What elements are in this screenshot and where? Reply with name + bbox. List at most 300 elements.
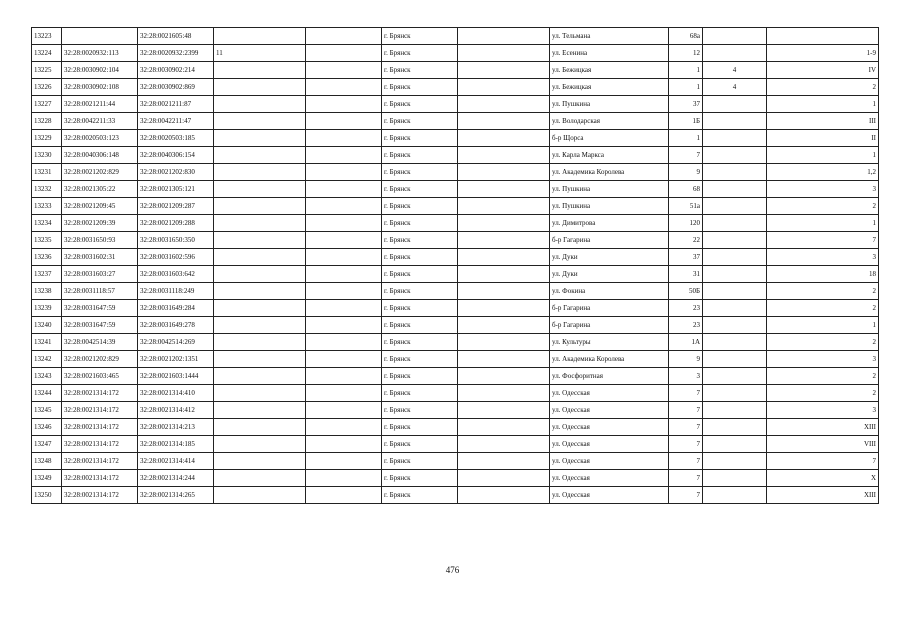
cell-object-cadastral-number: 32:28:0021305:121 [138, 181, 214, 198]
cell-empty [306, 385, 382, 402]
cell-id: 13228 [32, 113, 62, 130]
cell-id: 13239 [32, 300, 62, 317]
cell-cadastral-number: 32:28:0030902:108 [62, 79, 138, 96]
cell-number [214, 351, 306, 368]
cell-object-cadastral-number: 32:28:0021314:185 [138, 436, 214, 453]
cell-cadastral-number: 32:28:0020932:113 [62, 45, 138, 62]
cell-empty [458, 402, 550, 419]
cell-id: 13223 [32, 28, 62, 45]
cell-number [214, 368, 306, 385]
table-row [32, 62, 879, 79]
cell-object-cadastral-number: 32:28:0021314:412 [138, 402, 214, 419]
cell-city: г. Брянск [382, 198, 458, 215]
table-row [32, 334, 879, 351]
cell-empty [458, 79, 550, 96]
cell-id: 13230 [32, 147, 62, 164]
cell-street: ул. Карла Маркса [550, 147, 669, 164]
cell-cadastral-number: 32:28:0020503:123 [62, 130, 138, 147]
table-row [32, 181, 879, 198]
table-row [32, 470, 879, 487]
cell-id: 13244 [32, 385, 62, 402]
table-row [32, 215, 879, 232]
cell-number [214, 28, 306, 45]
cell-building [703, 300, 767, 317]
cell-empty [306, 198, 382, 215]
cell-building [703, 368, 767, 385]
cell-empty [458, 96, 550, 113]
cell-street: ул. Одесская [550, 470, 669, 487]
cell-cadastral-number: 32:28:0021603:465 [62, 368, 138, 385]
cell-house: 7 [669, 487, 703, 504]
cell-house: 9 [669, 351, 703, 368]
cell-object-cadastral-number: 32:28:0040306:154 [138, 147, 214, 164]
cell-building [703, 351, 767, 368]
cell-street: б-р Гагарина [550, 317, 669, 334]
cell-building [703, 181, 767, 198]
cell-building [703, 45, 767, 62]
cell-empty [306, 249, 382, 266]
cell-house: 51а [669, 198, 703, 215]
cell-empty [306, 368, 382, 385]
cell-object-cadastral-number: 32:28:0021314:213 [138, 419, 214, 436]
cell-empty [306, 351, 382, 368]
cell-object-cadastral-number: 32:28:0021209:288 [138, 215, 214, 232]
cell-empty [306, 419, 382, 436]
cell-apartment: XIII [767, 487, 879, 504]
cell-city: г. Брянск [382, 62, 458, 79]
cell-cadastral-number: 32:28:0021314:172 [62, 385, 138, 402]
cell-id: 13250 [32, 487, 62, 504]
cell-apartment: 1,2 [767, 164, 879, 181]
cell-empty [306, 28, 382, 45]
cell-empty [458, 147, 550, 164]
cell-apartment: 7 [767, 232, 879, 249]
table-row [32, 198, 879, 215]
table-row [32, 96, 879, 113]
table-row [32, 249, 879, 266]
cell-apartment: 2 [767, 368, 879, 385]
table-row [32, 147, 879, 164]
cell-apartment: 2 [767, 198, 879, 215]
cell-city: г. Брянск [382, 79, 458, 96]
cell-house: 9 [669, 164, 703, 181]
cell-city: г. Брянск [382, 402, 458, 419]
cell-id: 13234 [32, 215, 62, 232]
cell-id: 13227 [32, 96, 62, 113]
cell-cadastral-number: 32:28:0021314:172 [62, 470, 138, 487]
cell-house: 120 [669, 215, 703, 232]
cell-city: г. Брянск [382, 181, 458, 198]
cell-city: г. Брянск [382, 147, 458, 164]
cell-number [214, 402, 306, 419]
table-row [32, 436, 879, 453]
cell-house: 31 [669, 266, 703, 283]
registry-table [31, 27, 879, 504]
cell-city: г. Брянск [382, 419, 458, 436]
table-row [32, 266, 879, 283]
cell-house: 23 [669, 300, 703, 317]
cell-empty [458, 470, 550, 487]
cell-empty [458, 232, 550, 249]
cell-object-cadastral-number: 32:28:0021314:265 [138, 487, 214, 504]
cell-street: ул. Культуры [550, 334, 669, 351]
cell-building: 4 [703, 62, 767, 79]
page-number: 476 [445, 565, 460, 575]
cell-street: ул. Одесская [550, 402, 669, 419]
cell-empty [306, 45, 382, 62]
cell-street: ул. Дуки [550, 266, 669, 283]
cell-empty [306, 317, 382, 334]
cell-apartment: 1-9 [767, 45, 879, 62]
cell-cadastral-number: 32:28:0030902:104 [62, 62, 138, 79]
table-row [32, 419, 879, 436]
cell-building [703, 436, 767, 453]
cell-street: ул. Одесская [550, 385, 669, 402]
cell-id: 13245 [32, 402, 62, 419]
cell-empty [458, 283, 550, 300]
cell-street: ул. Есенина [550, 45, 669, 62]
cell-empty [458, 198, 550, 215]
cell-number [214, 334, 306, 351]
cell-empty [458, 249, 550, 266]
cell-city: г. Брянск [382, 317, 458, 334]
cell-number [214, 96, 306, 113]
cell-house: 22 [669, 232, 703, 249]
cell-street: ул. Одесская [550, 453, 669, 470]
cell-house: 37 [669, 249, 703, 266]
cell-house: 7 [669, 402, 703, 419]
cell-apartment: 18 [767, 266, 879, 283]
cell-id: 13237 [32, 266, 62, 283]
cell-apartment: 3 [767, 402, 879, 419]
cell-house: 50Б [669, 283, 703, 300]
cell-apartment: II [767, 130, 879, 147]
table-row [32, 453, 879, 470]
cell-number [214, 317, 306, 334]
cell-house: 1Б [669, 113, 703, 130]
cell-object-cadastral-number: 32:28:0021603:1444 [138, 368, 214, 385]
table-row [32, 164, 879, 181]
cell-empty [458, 453, 550, 470]
cell-cadastral-number: 32:28:0042514:39 [62, 334, 138, 351]
table-row [32, 368, 879, 385]
cell-apartment: 3 [767, 351, 879, 368]
cell-empty [458, 45, 550, 62]
cell-street: б-р Щорса [550, 130, 669, 147]
cell-city: г. Брянск [382, 215, 458, 232]
cell-object-cadastral-number: 32:28:0031650:350 [138, 232, 214, 249]
cell-street: ул. Пушкина [550, 181, 669, 198]
cell-object-cadastral-number: 32:28:0020932:2399 [138, 45, 214, 62]
cell-id: 13238 [32, 283, 62, 300]
cell-cadastral-number: 32:28:0021202:829 [62, 351, 138, 368]
cell-id: 13242 [32, 351, 62, 368]
cell-empty [306, 453, 382, 470]
cell-empty [306, 79, 382, 96]
cell-house: 1 [669, 62, 703, 79]
cell-empty [458, 317, 550, 334]
cell-house: 1 [669, 79, 703, 96]
cell-street: ул. Димитрова [550, 215, 669, 232]
cell-street: ул. Дуки [550, 249, 669, 266]
cell-empty [306, 487, 382, 504]
cell-object-cadastral-number: 32:28:0020503:185 [138, 130, 214, 147]
table-row [32, 45, 879, 62]
registry-table-body [32, 28, 879, 504]
cell-id: 13229 [32, 130, 62, 147]
cell-number [214, 232, 306, 249]
cell-number [214, 198, 306, 215]
cell-id: 13232 [32, 181, 62, 198]
cell-house: 7 [669, 385, 703, 402]
cell-building [703, 385, 767, 402]
cell-object-cadastral-number: 32:28:0031649:284 [138, 300, 214, 317]
cell-apartment: 2 [767, 79, 879, 96]
cell-empty [306, 300, 382, 317]
cell-house: 7 [669, 470, 703, 487]
table-row [32, 113, 879, 130]
cell-building [703, 147, 767, 164]
cell-empty [306, 96, 382, 113]
cell-house: 7 [669, 436, 703, 453]
cell-empty [306, 232, 382, 249]
table-row [32, 283, 879, 300]
cell-id: 13240 [32, 317, 62, 334]
cell-object-cadastral-number: 32:28:0021314:414 [138, 453, 214, 470]
cell-empty [458, 300, 550, 317]
cell-number [214, 283, 306, 300]
cell-number [214, 130, 306, 147]
cell-street: ул. Академика Королева [550, 351, 669, 368]
cell-empty [458, 130, 550, 147]
cell-building: 4 [703, 79, 767, 96]
cell-house: 1А [669, 334, 703, 351]
cell-number [214, 181, 306, 198]
cell-apartment: 7 [767, 453, 879, 470]
cell-city: г. Брянск [382, 385, 458, 402]
cell-number [214, 113, 306, 130]
cell-empty [306, 62, 382, 79]
cell-empty [306, 113, 382, 130]
cell-id: 13224 [32, 45, 62, 62]
cell-building [703, 113, 767, 130]
cell-empty [458, 368, 550, 385]
cell-empty [458, 181, 550, 198]
cell-street: ул. Академика Королева [550, 164, 669, 181]
cell-city: г. Брянск [382, 436, 458, 453]
cell-building [703, 28, 767, 45]
cell-cadastral-number: 32:28:0021209:45 [62, 198, 138, 215]
cell-apartment: 2 [767, 283, 879, 300]
cell-empty [458, 419, 550, 436]
cell-street: ул. Володарская [550, 113, 669, 130]
cell-number [214, 249, 306, 266]
cell-apartment: 1 [767, 96, 879, 113]
cell-city: г. Брянск [382, 351, 458, 368]
cell-cadastral-number: 32:28:0040306:148 [62, 147, 138, 164]
cell-city: г. Брянск [382, 334, 458, 351]
cell-empty [458, 385, 550, 402]
cell-empty [458, 351, 550, 368]
cell-empty [306, 215, 382, 232]
cell-id: 13249 [32, 470, 62, 487]
cell-object-cadastral-number: 32:28:0021211:87 [138, 96, 214, 113]
cell-cadastral-number: 32:28:0031650:93 [62, 232, 138, 249]
cell-street: ул. Пушкина [550, 96, 669, 113]
cell-empty [458, 436, 550, 453]
cell-street: б-р Гагарина [550, 300, 669, 317]
cell-apartment: 2 [767, 300, 879, 317]
cell-house: 37 [669, 96, 703, 113]
cell-id: 13233 [32, 198, 62, 215]
cell-number [214, 300, 306, 317]
cell-number [214, 436, 306, 453]
cell-id: 13226 [32, 79, 62, 96]
cell-number [214, 419, 306, 436]
cell-apartment: III [767, 113, 879, 130]
cell-street: ул. Фосфоритная [550, 368, 669, 385]
cell-building [703, 283, 767, 300]
cell-cadastral-number: 32:28:0021314:172 [62, 419, 138, 436]
cell-number: 11 [214, 45, 306, 62]
cell-building [703, 130, 767, 147]
cell-cadastral-number: 32:28:0031118:57 [62, 283, 138, 300]
cell-object-cadastral-number: 32:28:0021202:1351 [138, 351, 214, 368]
cell-apartment [767, 28, 879, 45]
cell-house: 68а [669, 28, 703, 45]
cell-building [703, 470, 767, 487]
cell-empty [458, 28, 550, 45]
cell-house: 7 [669, 419, 703, 436]
cell-building [703, 164, 767, 181]
table-row [32, 28, 879, 45]
cell-city: г. Брянск [382, 249, 458, 266]
cell-object-cadastral-number: 32:28:0021314:244 [138, 470, 214, 487]
cell-street: ул. Бежицкая [550, 62, 669, 79]
cell-empty [306, 436, 382, 453]
cell-city: г. Брянск [382, 470, 458, 487]
cell-apartment: 2 [767, 385, 879, 402]
cell-empty [306, 181, 382, 198]
cell-apartment: 2 [767, 334, 879, 351]
cell-house: 7 [669, 147, 703, 164]
cell-number [214, 453, 306, 470]
cell-empty [458, 164, 550, 181]
cell-cadastral-number: 32:28:0021209:39 [62, 215, 138, 232]
table-row [32, 79, 879, 96]
cell-building [703, 334, 767, 351]
cell-street: ул. Одесская [550, 436, 669, 453]
cell-cadastral-number: 32:28:0042211:33 [62, 113, 138, 130]
cell-apartment: 1 [767, 215, 879, 232]
cell-house: 3 [669, 368, 703, 385]
cell-empty [306, 164, 382, 181]
cell-cadastral-number: 32:28:0021305:22 [62, 181, 138, 198]
cell-object-cadastral-number: 32:28:0021209:287 [138, 198, 214, 215]
cell-number [214, 62, 306, 79]
cell-empty [458, 215, 550, 232]
cell-city: г. Брянск [382, 164, 458, 181]
cell-id: 13236 [32, 249, 62, 266]
cell-house: 68 [669, 181, 703, 198]
cell-cadastral-number: 32:28:0021314:172 [62, 487, 138, 504]
cell-building [703, 487, 767, 504]
cell-object-cadastral-number: 32:28:0042211:47 [138, 113, 214, 130]
cell-cadastral-number: 32:28:0021314:172 [62, 453, 138, 470]
cell-cadastral-number: 32:28:0021314:172 [62, 402, 138, 419]
cell-number [214, 147, 306, 164]
cell-empty [458, 113, 550, 130]
cell-empty [306, 147, 382, 164]
cell-building [703, 419, 767, 436]
cell-object-cadastral-number: 32:28:0031118:249 [138, 283, 214, 300]
cell-building [703, 266, 767, 283]
cell-building [703, 215, 767, 232]
table-row [32, 351, 879, 368]
cell-cadastral-number: 32:28:0031603:27 [62, 266, 138, 283]
cell-city: г. Брянск [382, 28, 458, 45]
cell-id: 13241 [32, 334, 62, 351]
cell-object-cadastral-number: 32:28:0031649:278 [138, 317, 214, 334]
cell-id: 13235 [32, 232, 62, 249]
table-row [32, 487, 879, 504]
cell-cadastral-number: 32:28:0021211:44 [62, 96, 138, 113]
cell-cadastral-number: 32:28:0021202:829 [62, 164, 138, 181]
cell-number [214, 79, 306, 96]
cell-street: ул. Фокина [550, 283, 669, 300]
cell-id: 13225 [32, 62, 62, 79]
cell-object-cadastral-number: 32:28:0021314:410 [138, 385, 214, 402]
cell-city: г. Брянск [382, 45, 458, 62]
cell-cadastral-number: 32:28:0031647:59 [62, 317, 138, 334]
cell-building [703, 402, 767, 419]
cell-cadastral-number: 32:28:0021314:172 [62, 436, 138, 453]
cell-apartment: X [767, 470, 879, 487]
cell-cadastral-number: 32:28:0031602:31 [62, 249, 138, 266]
cell-apartment: VIII [767, 436, 879, 453]
table-row [32, 402, 879, 419]
cell-cadastral-number: 32:28:0031647:59 [62, 300, 138, 317]
cell-number [214, 470, 306, 487]
cell-building [703, 453, 767, 470]
cell-house: 12 [669, 45, 703, 62]
cell-cadastral-number [62, 28, 138, 45]
cell-street: ул. Одесская [550, 419, 669, 436]
cell-empty [458, 62, 550, 79]
cell-apartment: 1 [767, 317, 879, 334]
cell-city: г. Брянск [382, 96, 458, 113]
cell-city: г. Брянск [382, 130, 458, 147]
cell-city: г. Брянск [382, 266, 458, 283]
cell-building [703, 249, 767, 266]
cell-apartment: 3 [767, 249, 879, 266]
cell-empty [306, 470, 382, 487]
cell-empty [458, 487, 550, 504]
cell-empty [306, 402, 382, 419]
cell-street: ул. Одесская [550, 487, 669, 504]
cell-building [703, 198, 767, 215]
cell-house: 7 [669, 453, 703, 470]
table-row [32, 385, 879, 402]
cell-city: г. Брянск [382, 283, 458, 300]
cell-object-cadastral-number: 32:28:0042514:269 [138, 334, 214, 351]
cell-number [214, 385, 306, 402]
cell-object-cadastral-number: 32:28:0031603:642 [138, 266, 214, 283]
cell-city: г. Брянск [382, 368, 458, 385]
cell-empty [458, 266, 550, 283]
cell-city: г. Брянск [382, 232, 458, 249]
cell-apartment: IV [767, 62, 879, 79]
